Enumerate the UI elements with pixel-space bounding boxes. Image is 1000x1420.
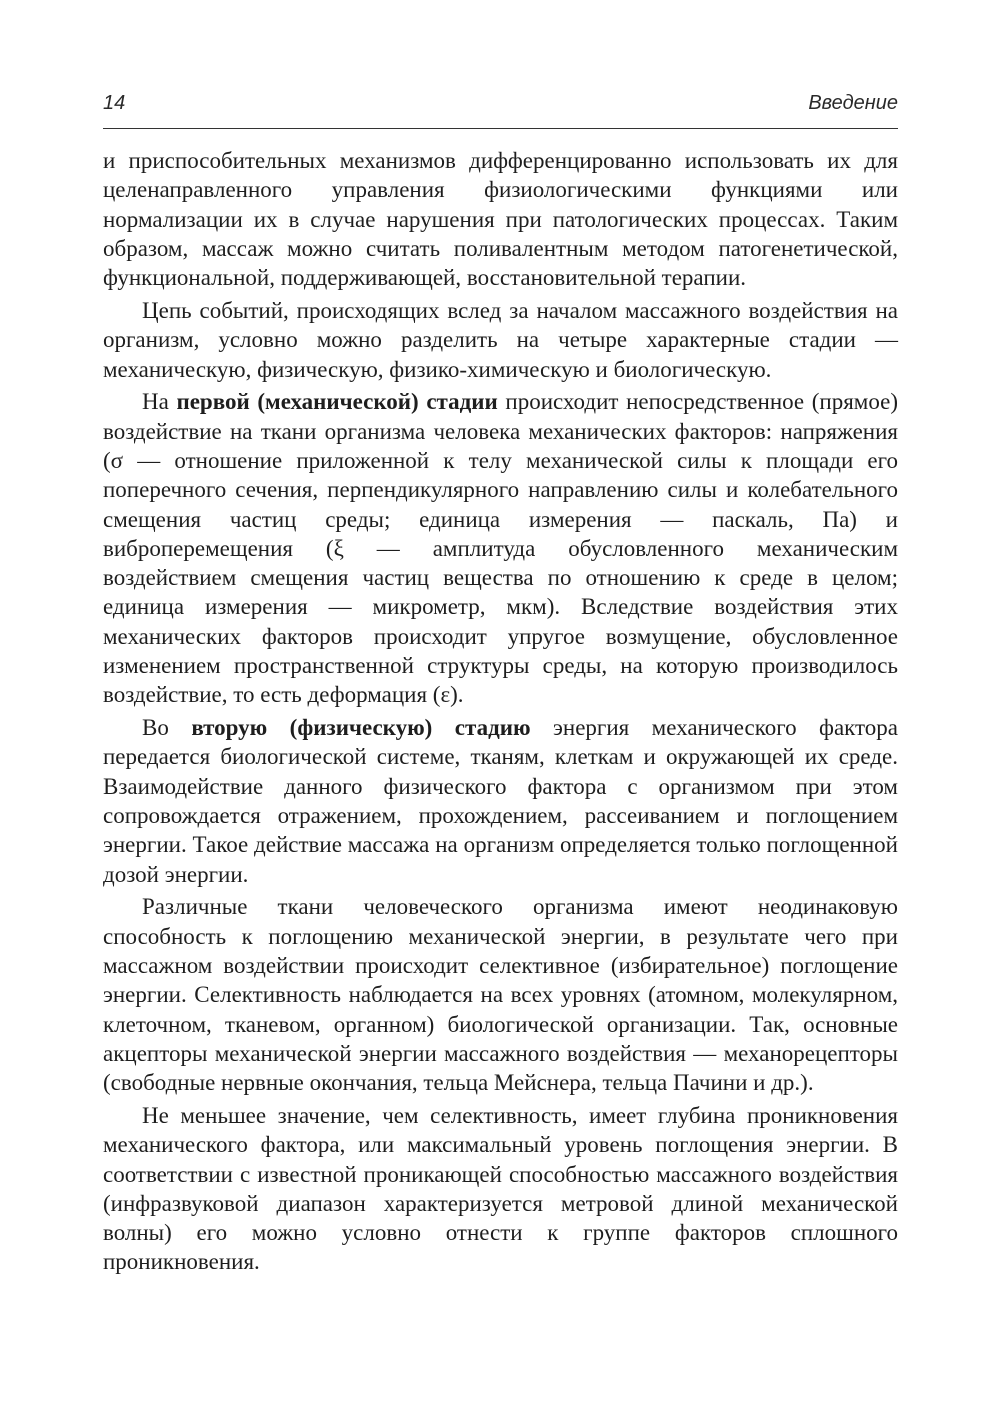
page-number: 14	[103, 92, 126, 114]
page-body	[103, 146, 898, 1280]
term-first-stage: первой (механической) стадии	[176, 389, 498, 415]
paragraph-4-rest: энергия механического фактора передается биологической системе, тканям, клеткам и окружающей их среде. Взаимодействие данного физического фактора с организмом при этом сопровождается отражением, прохождением, рассеиванием и поглощением энергии. Такое действие массажа на организм определяется только поглощенной дозой энергии.	[103, 715, 898, 887]
paragraph-2: Цепь событий, происходящих вслед за началом массажного воздействия на организм, условно можно разделить на четыре характерные стадии — механическую, физическую, физико-химическую и биологическую.	[103, 297, 898, 382]
running-header	[103, 92, 898, 122]
paragraph-6: Не меньшее значение, чем селективность, имеет глубина проникновения механического фактора, или максимальный уровень поглощения энергии. В соответствии с известной проникающей способностью массажного воздействия (инфразвуковой диапазон характеризуется метровой длиной механической волны) его можно условно отнести к группе факторов сплошного проникновения.	[103, 1103, 898, 1275]
term-second-stage: вторую (физическую) стадию	[191, 715, 531, 741]
paragraph-4	[103, 713, 898, 889]
paragraph-3-lead: На	[142, 389, 177, 415]
paragraph-3-rest: происходит непосредственное (прямое) воздействие на ткани организма человека механических факторов: напряжения (σ — отношение приложенной к телу механической силы к площади его поперечного сечения, перпендикулярного направлению силы и колебательного смещения частиц среды; единица измерения — паскаль, Па) и виброперемещения (ξ — амплитуда обусловленного механическим воздействием смещения частиц вещества по отношению к среде в целом; единица измерения — микрометр, мкм). Вследствие воздействия этих механических факторов происходит упругое возмущение, обусловленное изменением пространственной структуры среды, на которую производилось воздействие, то есть деформация (ε).	[103, 389, 899, 708]
paragraph-5: Различные ткани человеческого организма имеют неодинаковую способность к поглощению механической энергии, в результате чего при массажном воздействии происходит селективное (избирательное) поглощение энергии. Селективность наблюдается на всех уровнях (атомном, молекулярном, клеточном, тканевом, органном) биологической организации. Так, основные акцепторы механической энергии массажного воздействия — механорецепторы (свободные нервные окончания, тельца Мейснера, тельца Пачини и др.).	[103, 894, 898, 1096]
header-divider	[103, 128, 898, 129]
paragraph-1: и приспособительных механизмов дифференцированно использовать их для целенаправленного управления физиологическими функциями или нормализации их в случае нарушения при патологических процессах. Таким образом, массаж можно считать поливалентным методом патогенетической, функциональной, поддерживающей, восстановительной терапии.	[103, 148, 898, 291]
paragraph-4-lead: Во	[142, 715, 192, 741]
section-title: Введение	[808, 92, 898, 114]
paragraph-3	[103, 387, 898, 709]
